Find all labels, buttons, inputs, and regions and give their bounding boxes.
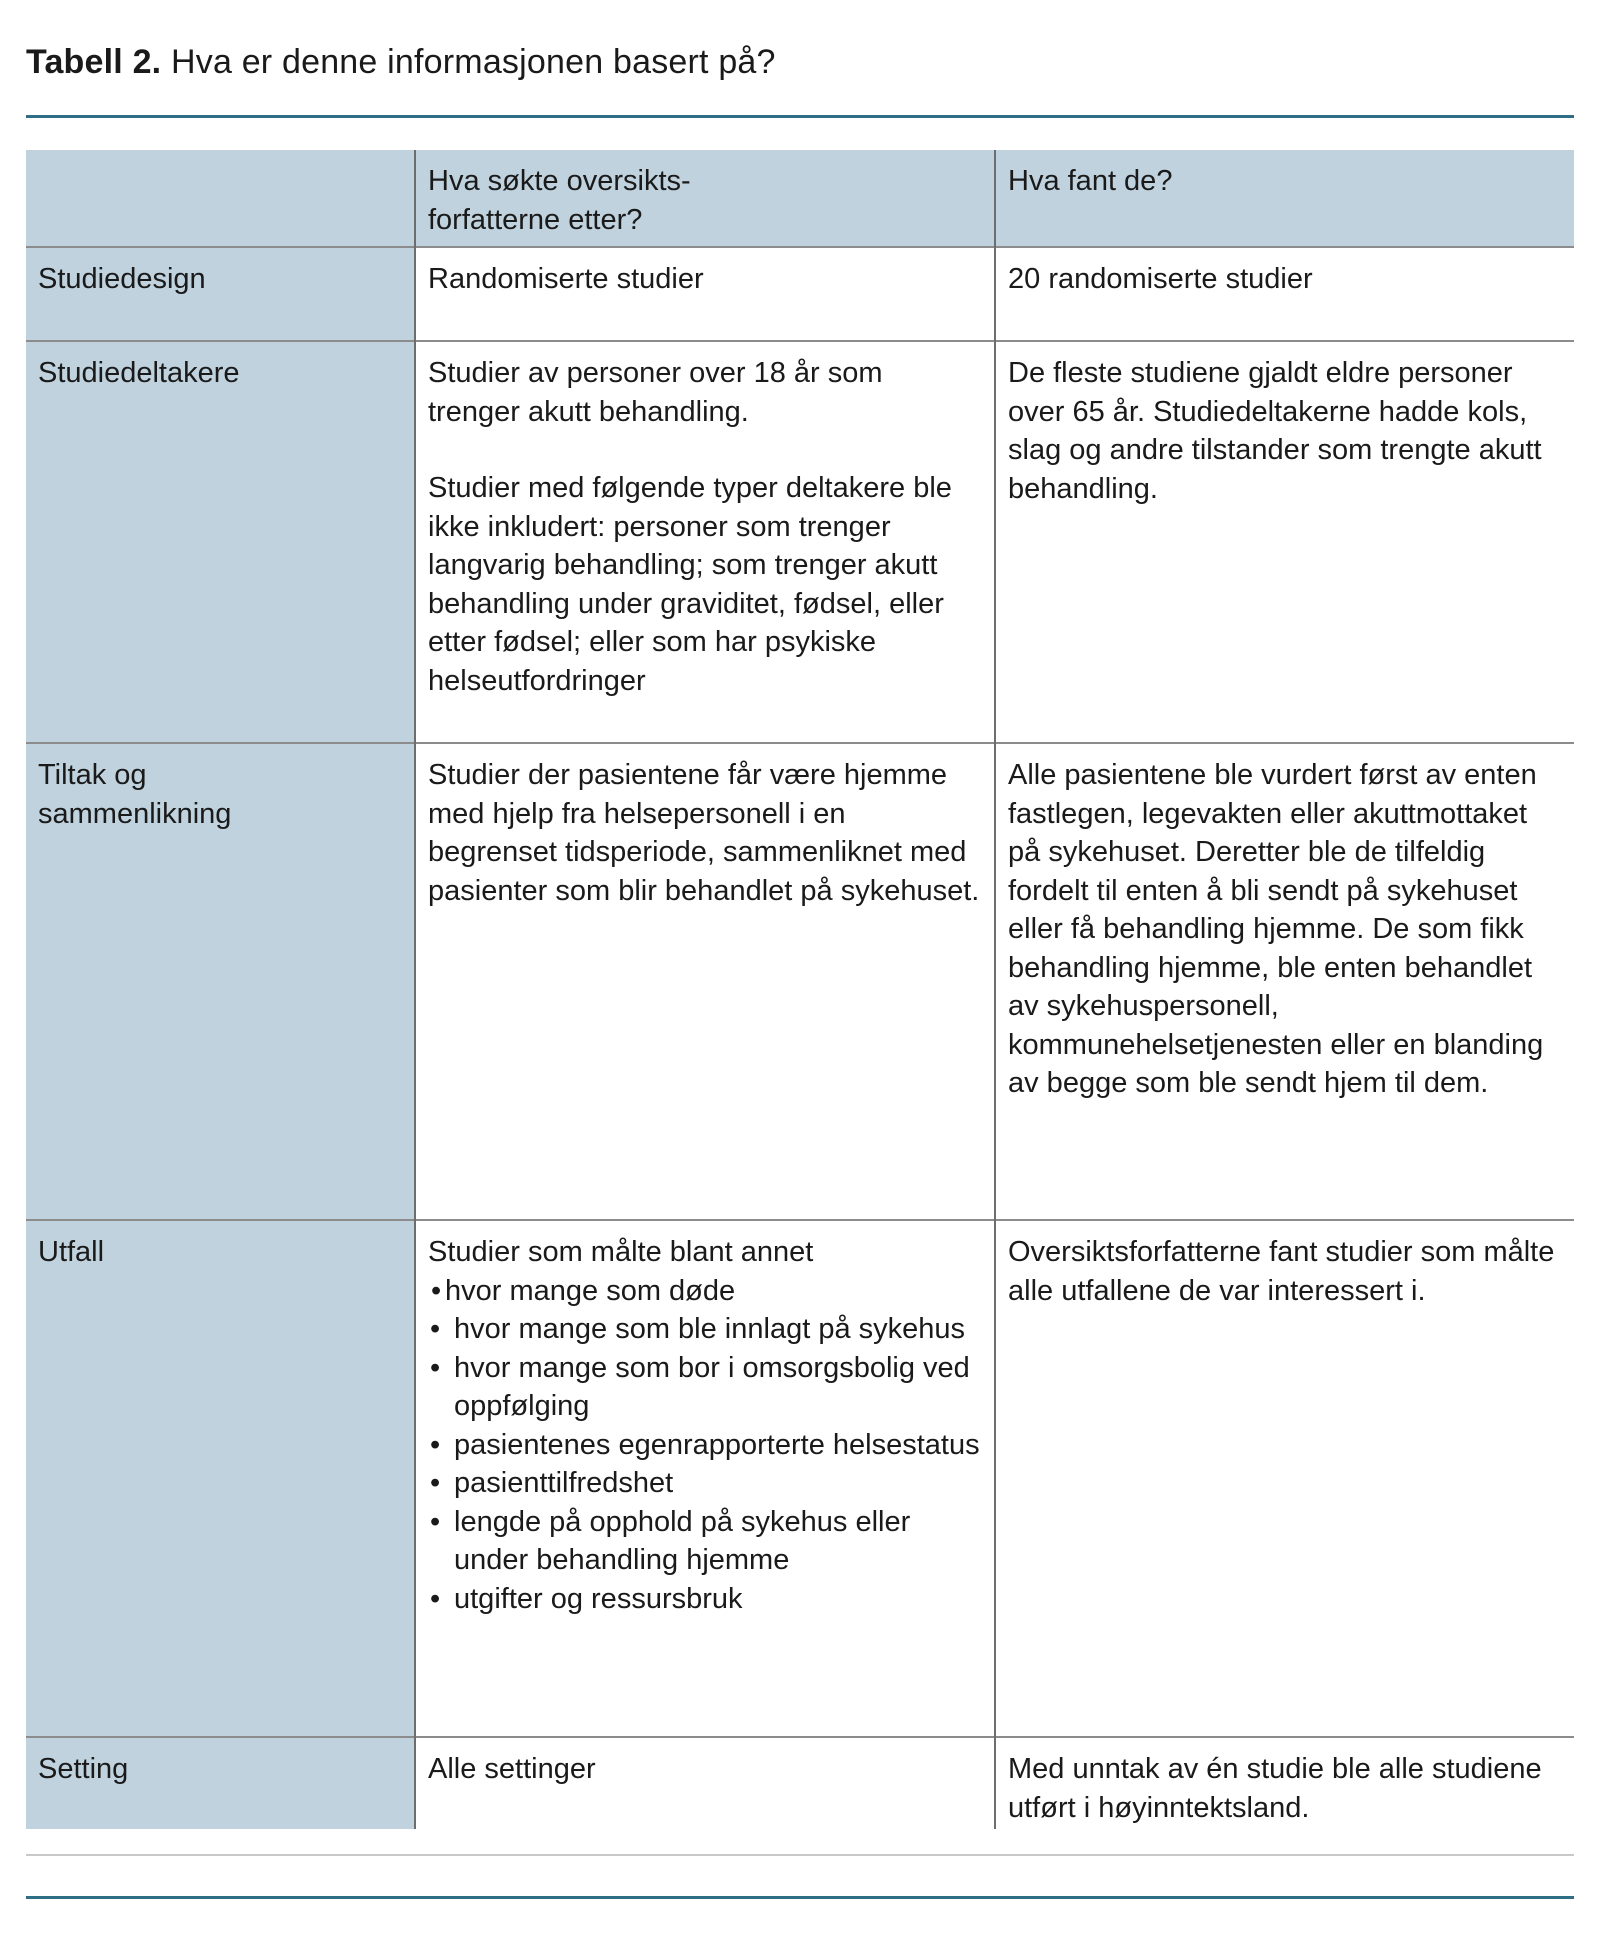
table-caption bbox=[26, 40, 776, 84]
header-cell-searched: Hva søkte oversikts- forfatterne etter? bbox=[415, 150, 995, 247]
top-rule bbox=[26, 115, 1574, 118]
bottom-divider bbox=[26, 1854, 1574, 1856]
cell-searched bbox=[415, 341, 995, 743]
outcome-list bbox=[428, 1272, 982, 1619]
table-caption-label: Tabell 2. bbox=[26, 43, 162, 81]
header-cell-found: Hva fant de? bbox=[995, 150, 1574, 247]
cell-paragraph: Studier med følgende typer deltakere ble ikke inkludert: personer som trenger langvarig behandling; som trenger akutt behandling under graviditet, fødsel, eller etter fødsel; eller som har psykiske helseutfordringer bbox=[428, 472, 952, 697]
bottom-rule bbox=[26, 1896, 1574, 1899]
table-row bbox=[26, 247, 1574, 341]
cell-found: Alle pasientene ble vurdert først av enten fastlegen, legevakten eller akuttmottaket på sykehuset. Deretter ble de tilfeldig fordelt til enten å bli sendt på sykehuset eller få behandling hjemme. De som fikk behandling hjemme, ble enten behandlet av sykehuspersonell, kommunehelsetjenesten eller en blanding av begge som ble sendt hjem til dem. bbox=[995, 743, 1574, 1220]
list-item: • lengde på opphold på sykehus eller under behandling hjemme bbox=[428, 1503, 982, 1580]
list-item: • utgifter og ressursbruk bbox=[428, 1580, 982, 1619]
table-row bbox=[26, 1737, 1574, 1829]
header-row bbox=[26, 150, 1574, 247]
cell-found: Oversiktsforfatterne fant studier som målte alle utfallene de var interessert i. bbox=[995, 1220, 1574, 1737]
row-label: Studiedeltakere bbox=[26, 341, 415, 743]
cell-paragraph: Studier av personer over 18 år som trenger akutt behandling. bbox=[428, 357, 883, 428]
cell-found: Med unntak av én studie ble alle studiene utført i høyinntektsland. bbox=[995, 1737, 1574, 1829]
table-caption-text: Hva er denne informasjonen basert på? bbox=[170, 43, 776, 81]
cell-found: 20 randomiserte studier bbox=[995, 247, 1574, 341]
table-row bbox=[26, 341, 1574, 743]
row-label: Setting bbox=[26, 1737, 415, 1829]
list-item: • pasientenes egenrapporterte helsestatus bbox=[428, 1426, 982, 1465]
list-item: • hvor mange som ble innlagt på sykehus bbox=[428, 1310, 982, 1349]
cell-searched bbox=[415, 1220, 995, 1737]
cell-searched: Randomiserte studier bbox=[415, 247, 995, 341]
cell-found: De fleste studiene gjaldt eldre personer over 65 år. Studiedeltakerne hadde kols, slag og andre tilstander som trengte akutt behandling. bbox=[995, 341, 1574, 743]
cell-searched: Studier der pasientene får være hjemme med hjelp fra helsepersonell i en begrenset tidsperiode, sammenliknet med pasienter som blir behandlet på sykehuset. bbox=[415, 743, 995, 1220]
summary-table bbox=[26, 150, 1574, 1829]
list-item: • hvor mange som bor i omsorgsbolig ved oppfølging bbox=[428, 1349, 982, 1426]
row-label: Studiedesign bbox=[26, 247, 415, 341]
list-item: • pasienttilfredshet bbox=[428, 1464, 982, 1503]
list-item: • hvor mange som døde bbox=[428, 1272, 982, 1311]
cell-intro: Studier som målte blant annet bbox=[428, 1236, 814, 1268]
header-cell-empty bbox=[26, 150, 415, 247]
table-row bbox=[26, 743, 1574, 1220]
row-label: Utfall bbox=[26, 1220, 415, 1737]
cell-searched: Alle settinger bbox=[415, 1737, 995, 1829]
row-label: Tiltak og sammenlikning bbox=[26, 743, 415, 1220]
table-row bbox=[26, 1220, 1574, 1737]
